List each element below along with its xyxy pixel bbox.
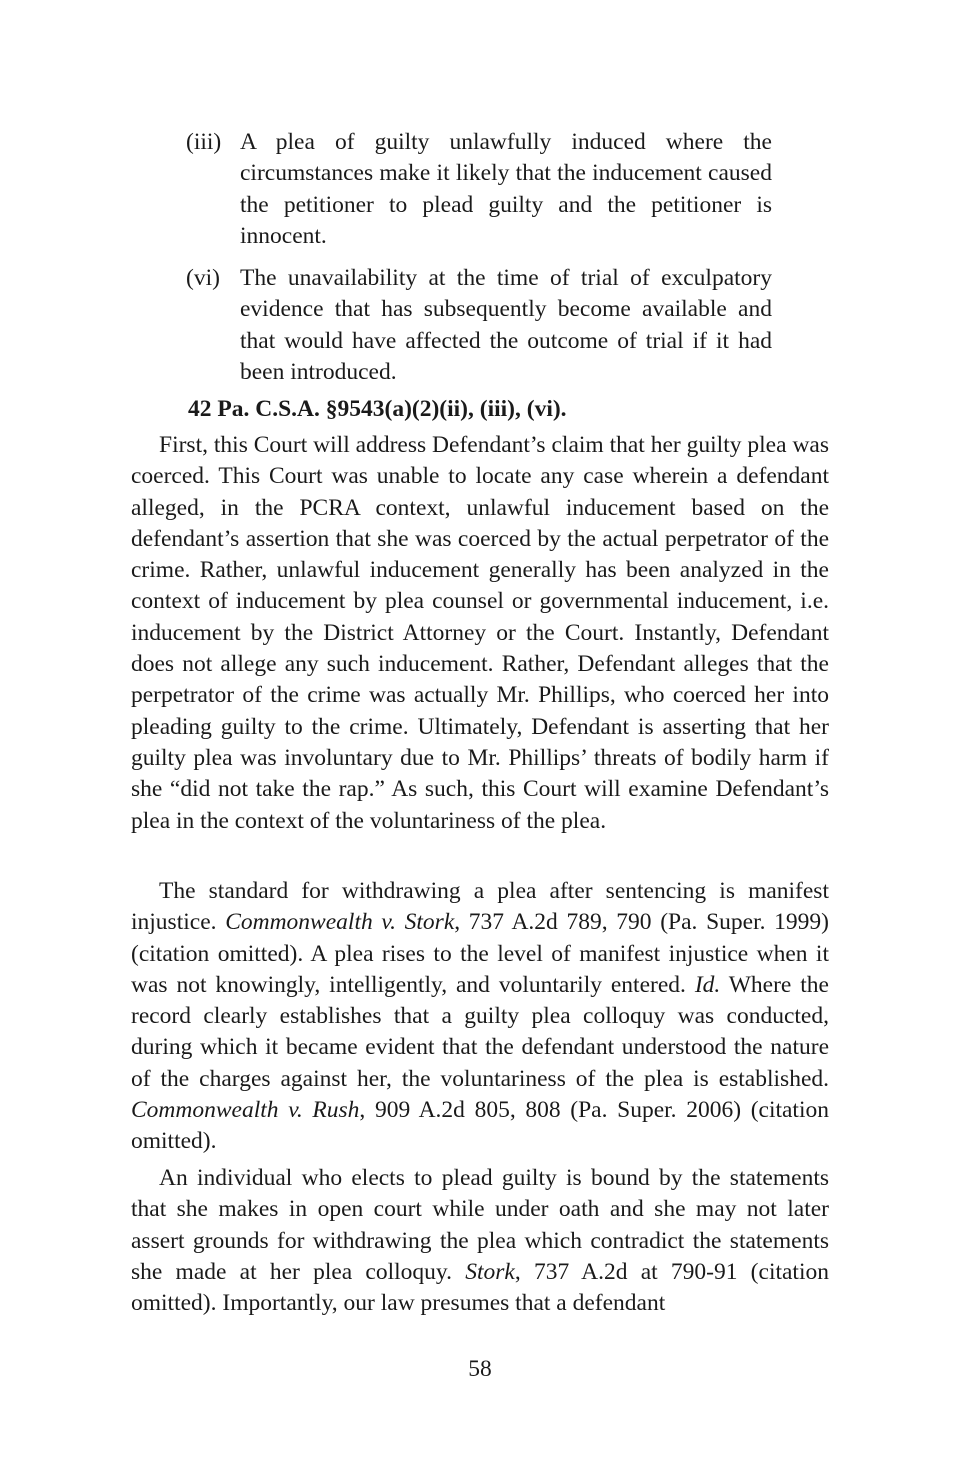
case-citation: Commonwealth v. Stork bbox=[225, 909, 455, 936]
paragraph-coercion-claim: First, this Court will address Defendant’s claim that her guilty plea was coerced. This Court was unable to locate any case wherein a defendant alleged, in the PCRA context, unlawful inducement based on the defendant’s assertion that she was coerced by the actual perpetrator of the crime. Rather, unlawful inducement generally has been analyzed in the context of inducement by plea counsel or governmental inducement, i.e. inducement by the District Attorney or the Court. Instantly, Defendant does not allege any such inducement. Rather, Defendant alleges that the perpetrator of the crime was actually Mr. Phillips, who coerced her into pleading guilty to the crime. Ultimately, Defendant is asserting that her guilty plea was involuntary due to Mr. Phillips’ threats of bodily harm if she “did not take the rap.” As such, this Court will examine Defendant’s plea in the context of the voluntariness of the plea. bbox=[131, 432, 829, 834]
id-citation: Id. bbox=[694, 971, 721, 998]
statute-item-iii bbox=[186, 127, 772, 252]
text-run: , 737 A.2d 789, 790 (Pa. Super. 1999) (citation omitted). A plea rises to the level of manifest injustice when it was not knowingly, intelligently, and voluntarily entered. bbox=[131, 909, 829, 998]
statute-citation: 42 Pa. C.S.A. §9543(a)(2)(ii), (iii), (vi). bbox=[188, 396, 567, 422]
text-run: Where the record clearly establishes that a guilty plea colloquy was conducted, during which it became evident that the defendant understood the nature of the charges against her, the voluntariness of the plea is established. bbox=[131, 971, 829, 1092]
text-run: The standard for withdrawing a plea after sentencing is manifest injustice. bbox=[131, 878, 829, 936]
statute-item-text: A plea of guilty unlawfully induced where the circumstances make it likely that the inducement caused the petitioner to plead guilty and the petitioner is innocent. bbox=[240, 129, 772, 249]
paragraph-bound-by-statements bbox=[131, 1163, 829, 1319]
page-number: 58 bbox=[468, 1356, 492, 1382]
paragraph-manifest-injustice bbox=[131, 876, 829, 1158]
statute-item-number: (iii) bbox=[186, 129, 222, 155]
text-run: , 909 A.2d 805, 808 (Pa. Super. 2006) (citation omitted). bbox=[131, 1097, 829, 1155]
statute-item-vi bbox=[186, 263, 772, 388]
case-citation: Stork bbox=[465, 1258, 515, 1285]
statute-item-text: The unavailability at the time of trial of exculpatory evidence that has subsequently become available and that would have affected the outcome of trial if it had been introduced. bbox=[240, 265, 772, 385]
text-run: An individual who elects to plead guilty is bound by the statements that she makes in open court while under oath and she may not later assert grounds for withdrawing the plea which contradict the statements she made at her plea colloquy. bbox=[131, 1165, 829, 1285]
text-run: , 737 A.2d at 790-91 (citation omitted). Importantly, our law presumes that a defendant bbox=[131, 1258, 829, 1317]
case-citation: Commonwealth v. Rush bbox=[131, 1097, 360, 1124]
statute-item-number: (vi) bbox=[186, 265, 220, 291]
